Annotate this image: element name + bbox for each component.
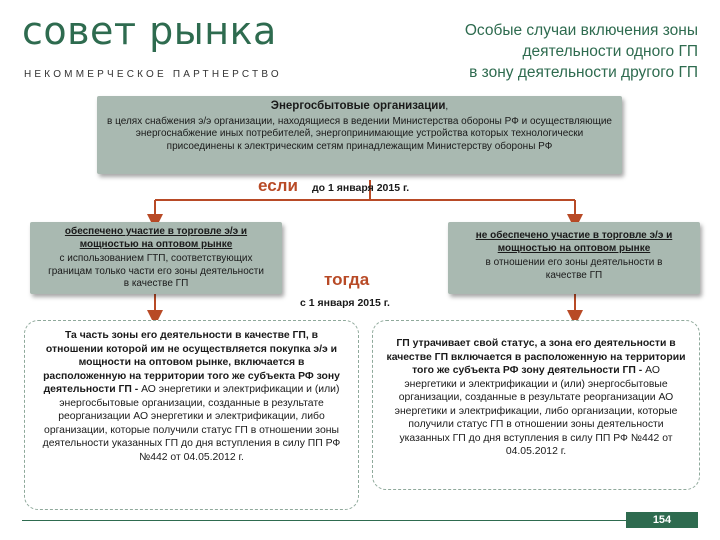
right-result-box <box>372 320 700 490</box>
then-word: тогда <box>324 270 370 289</box>
right-box-heading: не обеспечено участие в торговле э/э и мощностью на оптовом рынке <box>475 230 673 254</box>
footer-line <box>22 520 626 522</box>
page-number: 154 <box>626 512 698 528</box>
logo-subtitle: НЕКОММЕРЧЕСКОЕ ПАРТНЕРСТВО <box>24 69 282 80</box>
if-word: если <box>258 176 298 195</box>
title-line-1: Особые случаи включения зоны <box>464 22 698 39</box>
top-box-heading-comma: , <box>445 101 449 112</box>
left-box-heading: обеспечено участие в торговле э/э и мощностью на оптовом рынке <box>64 226 248 250</box>
left-result-box <box>24 320 359 510</box>
right-result-bold: ГП утрачивает свой статус, а зона его деятельности в качестве ГП включается в расположенную на территории того же субъекта РФ зону деятельности ГП - <box>386 338 686 376</box>
left-result-bold: Та часть зоны его деятельности в качестве ГП, в отношении которой им не осуществляется покупка э/э и мощности на оптовом рынке, включается в расположенную на территории того же субъекта РФ зону деятельности ГП - <box>43 330 340 395</box>
right-box-body: в отношении его зоны деятельности в качестве ГП <box>485 257 663 281</box>
top-box-body: в целях снабжения э/э организации, находящиеся в ведении Министерства обороны РФ и осуществляющие энергоснабжение иных потребителей, энергопринимающие устройства которых технологически присоединены к электрическим сетям принадлежащим Министерству обороны РФ <box>107 115 612 152</box>
logo-text: совет рынка <box>22 9 277 53</box>
top-box-heading: Энергосбытовые организации <box>270 100 446 112</box>
if-date: до 1 января 2015 г. <box>312 182 410 194</box>
top-box <box>97 96 622 174</box>
title-line-3: в зону деятельности другого ГП <box>469 64 698 81</box>
title-line-2: деятельности одного ГП <box>522 43 698 60</box>
then-date: с 1 января 2015 г. <box>300 297 390 309</box>
right-box <box>448 222 700 294</box>
left-result-text: АО энергетики и электрификации и (или) энергосбытовые организации, созданные в результате реорганизации АО энергетики и электрификации, либо организации, которые получили статус ГП в отношении зоны деятельности указанных ГП до дня вступления в силу ПП РФ №442 от 04.05.2012 г. <box>42 384 341 463</box>
left-box-body: с использованием ГТП, соответствующих границам только части его зоны деятельности в качестве ГП <box>48 253 264 289</box>
right-result-text: АО энергетики и электрификации и (или) энергосбытовые организации, созданные в результате реорганизации АО энергетики и электрификации, либо организации, которые получили статус ГП в отношении зоны деятельности указанных ГП до дня вступления в силу ПП РФ №442 от 04.05.2012 г. <box>394 365 678 457</box>
left-box <box>30 222 282 294</box>
